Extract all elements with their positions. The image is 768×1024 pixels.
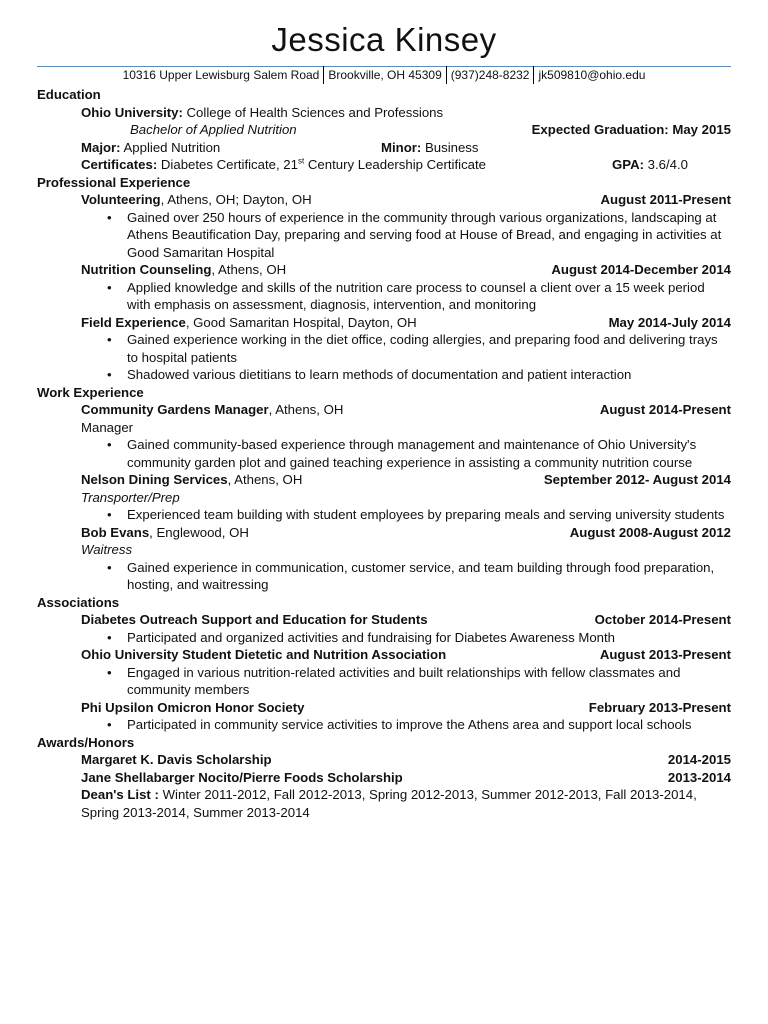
entry-title: Volunteering [81, 192, 161, 207]
list-item: • Gained over 250 hours of experience in the community through various organizations, landscaping at Athens Beautification Day, preparing and serving food at House of Bread, and engaging in activities at Good Samaritan Hospital [127, 209, 731, 262]
gpa: 3.6/4.0 [647, 157, 689, 172]
entry-location: , Athens, OH; Dayton, OH [160, 192, 312, 207]
entry-title: Nelson Dining Services [81, 472, 228, 487]
entry-role: Manager [81, 419, 134, 435]
major-label: Major: [81, 139, 121, 155]
section-heading-education: Education [37, 87, 101, 102]
contact-phone: (937)248-8232 [450, 68, 530, 82]
entry-header [37, 699, 731, 717]
cert-label: Certificates: [81, 157, 158, 172]
bullet-list [37, 436, 731, 471]
entry-header [37, 314, 731, 332]
entry-title: Field Experience [81, 314, 186, 330]
graduation: Expected Graduation: May 2015 [531, 122, 731, 137]
entry-dates: October 2014-Present [594, 612, 731, 627]
award-dates: 2013-2014 [667, 769, 731, 785]
education-school [37, 104, 731, 122]
entry-dates: February 2013-Present [588, 699, 731, 715]
entry-header [37, 646, 731, 664]
entry-location: , Englewood, OH [149, 524, 249, 540]
entry-location: , Athens, OH [227, 472, 303, 487]
cert-sup: st [297, 156, 305, 166]
cert-post: Century Leadership Certificate [307, 157, 487, 172]
major: Applied Nutrition [123, 139, 221, 155]
section-heading-professional: Professional Experience [37, 174, 191, 190]
resume-body [37, 86, 731, 821]
entry-dates: September 2012- August 2014 [543, 472, 731, 487]
entry-header [37, 524, 731, 542]
list-item: • Gained community-based experience through management and maintenance of Ohio University's community garden plot and gained teaching experience in assisting a community nutrition course [127, 436, 731, 471]
entry-location: , Good Samaritan Hospital, Dayton, OH [185, 314, 417, 330]
list-item: • Applied knowledge and skills of the nutrition care process to counsel a client over a 15 week period with emphasis on assessment, diagnosis, intervention, and monitoring [127, 279, 731, 314]
school-text: College of Health Sciences and Professions [186, 104, 444, 120]
entry-header [37, 611, 731, 629]
award-title: Jane Shellabarger Nocito/Pierre Foods Scholarship [81, 769, 403, 785]
list-item: • Experienced team building with student employees by preparing meals and serving university students [127, 506, 731, 524]
list-item: • Shadowed various dietitians to learn methods of documentation and patient interaction [127, 366, 731, 384]
education-degree-row [37, 121, 731, 139]
award-row [37, 769, 731, 787]
bullet-list [37, 209, 731, 262]
gpa-label: GPA: [612, 157, 644, 172]
award-dates: 2014-2015 [667, 752, 731, 767]
contact-city: Brookville, OH 45309 [328, 68, 442, 82]
entry-title: Diabetes Outreach Support and Education for Students [81, 612, 428, 627]
entry-dates: May 2014-July 2014 [608, 314, 731, 330]
bullet-list [37, 629, 731, 647]
minor: Business [424, 139, 479, 155]
list-item: • Gained experience working in the diet office, coding allergies, and preparing food and delivering trays to hospital patients [127, 331, 731, 366]
entry-location: , Athens, OH [211, 262, 287, 277]
deans-text: Winter 2011-2012, Fall 2012-2013, Spring 2012-2013, Summer 2012-2013, Fall 2013-2014, Spring 2013-2014, Summer 2013-2014 [81, 787, 697, 820]
list-item: • Engaged in various nutrition-related activities and built relationships with fellow classmates and community members [127, 664, 731, 699]
education-major-row [37, 139, 731, 157]
list-item: • Participated in community service activities to improve the Athens area and support local schools [127, 716, 731, 734]
section-heading-work: Work Experience [37, 384, 144, 400]
bullet-list [37, 716, 731, 734]
cert-pre: Diabetes Certificate, 21 [160, 157, 298, 172]
entry-role: Waitress [81, 542, 133, 557]
list-item: • Gained experience in communication, customer service, and team building through food preparation, hosting, and waitressing [127, 559, 731, 594]
entry-title: Ohio University Student Dietetic and Nutrition Association [81, 647, 447, 662]
bullet-list [37, 664, 731, 699]
entry-title: Community Gardens Manager [81, 402, 269, 417]
entry-dates: August 2008-August 2012 [569, 524, 731, 540]
entry-dates: August 2013-Present [599, 647, 731, 662]
entry-title: Bob Evans [81, 524, 150, 540]
applicant-name: Jessica Kinsey [271, 21, 497, 58]
school-label: Ohio University: [81, 104, 183, 120]
bullet-list [37, 331, 731, 384]
entry-header [37, 471, 731, 489]
entry-header [37, 261, 731, 279]
contact-line [0, 66, 768, 84]
entry-title: Nutrition Counseling [81, 262, 212, 277]
contact-address: 10316 Upper Lewisburg Salem Road [122, 68, 320, 82]
entry-role: Transporter/Prep [81, 489, 180, 505]
minor-label: Minor: [381, 139, 422, 155]
entry-header [37, 401, 731, 419]
bullet-list [37, 559, 731, 594]
award-row [37, 751, 731, 769]
bullet-list [37, 506, 731, 524]
degree: Bachelor of Applied Nutrition [130, 122, 297, 137]
entry-location: , Athens, OH [268, 402, 344, 417]
education-cert-row [37, 156, 731, 174]
entry-dates: August 2014-December 2014 [551, 262, 731, 277]
section-heading-awards: Awards/Honors [37, 734, 135, 750]
contact-email[interactable]: jk509810@ohio.edu [538, 68, 646, 82]
entry-header [37, 191, 731, 209]
entry-dates: August 2011-Present [600, 192, 731, 207]
entry-dates: August 2014-Present [599, 402, 731, 417]
list-item: • Participated and organized activities and fundraising for Diabetes Awareness Month [127, 629, 731, 647]
section-heading-associations: Associations [37, 594, 120, 610]
deans-list [37, 786, 731, 821]
deans-label: Dean's List : [81, 787, 159, 802]
bullet-list [37, 279, 731, 314]
entry-title: Phi Upsilon Omicron Honor Society [81, 699, 305, 715]
award-title: Margaret K. Davis Scholarship [81, 752, 272, 767]
